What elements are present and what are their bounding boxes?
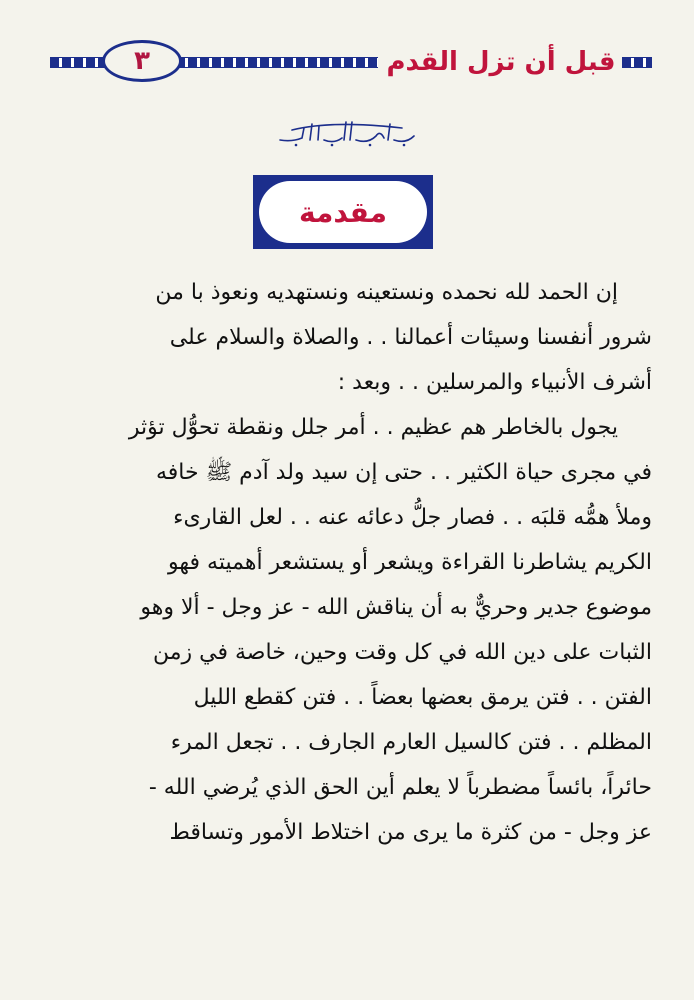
running-title: قبل أن تزل القدم (386, 47, 616, 77)
heading-frame (253, 175, 433, 249)
text-line: شرور أنفسنا وسيئات أعمالنا . . والصلاة والسلام على (169, 325, 652, 350)
text-line: حائراً، بائساً مضطرباً لا يعلم أين الحق الذي يُرضي الله - (148, 775, 652, 800)
paragraph-2 (40, 405, 652, 855)
page-number: ٣ (102, 40, 182, 82)
text-line: في مجرى حياة الكثير . . حتى إن سيد ولد آدم ﷺ خافه (155, 460, 652, 485)
decorative-rope-right (622, 57, 652, 68)
text-line: عز وجل - من كثرة ما يرى من اختلاط الأمور وتساقط (169, 820, 652, 845)
page-header (40, 38, 660, 86)
decorative-rope-middle (176, 57, 378, 68)
basmala-calligraphy-icon (272, 118, 422, 148)
text-line: يجول بالخاطر هم عظيم . . أمر جلل ونقطة تحوُّل تؤثر (128, 415, 618, 440)
text-line: المظلم . . فتن كالسيل العارم الجارف . . تجعل المرء (170, 730, 652, 755)
section-heading: مقدمة (259, 181, 427, 243)
text-line: الثبات على دين الله في كل وقت وحين، خاصة في زمن (153, 640, 652, 665)
text-line: إن الحمد لله نحمده ونستعينه ونستهديه ونعوذ با من (155, 280, 618, 305)
body-text (40, 270, 652, 855)
text-line: أشرف الأنبياء والمرسلين . . وبعد : (337, 370, 652, 395)
text-line: الفتن . . فتن يرمق بعضها بعضاً . . فتن كقطع الليل (193, 685, 652, 710)
text-line: موضوع جدير وحريٌّ به أن يناقش الله - عز وجل - ألا وهو (140, 595, 652, 620)
text-line: الكريم يشاطرنا القراءة ويشعر أو يستشعر أهميته فهو (168, 550, 652, 575)
text-line: وملأ همُّه قلبَه . . فصار جلُّ دعائه عنه . . لعل القارىء (173, 505, 652, 530)
paragraph-1 (40, 270, 652, 405)
